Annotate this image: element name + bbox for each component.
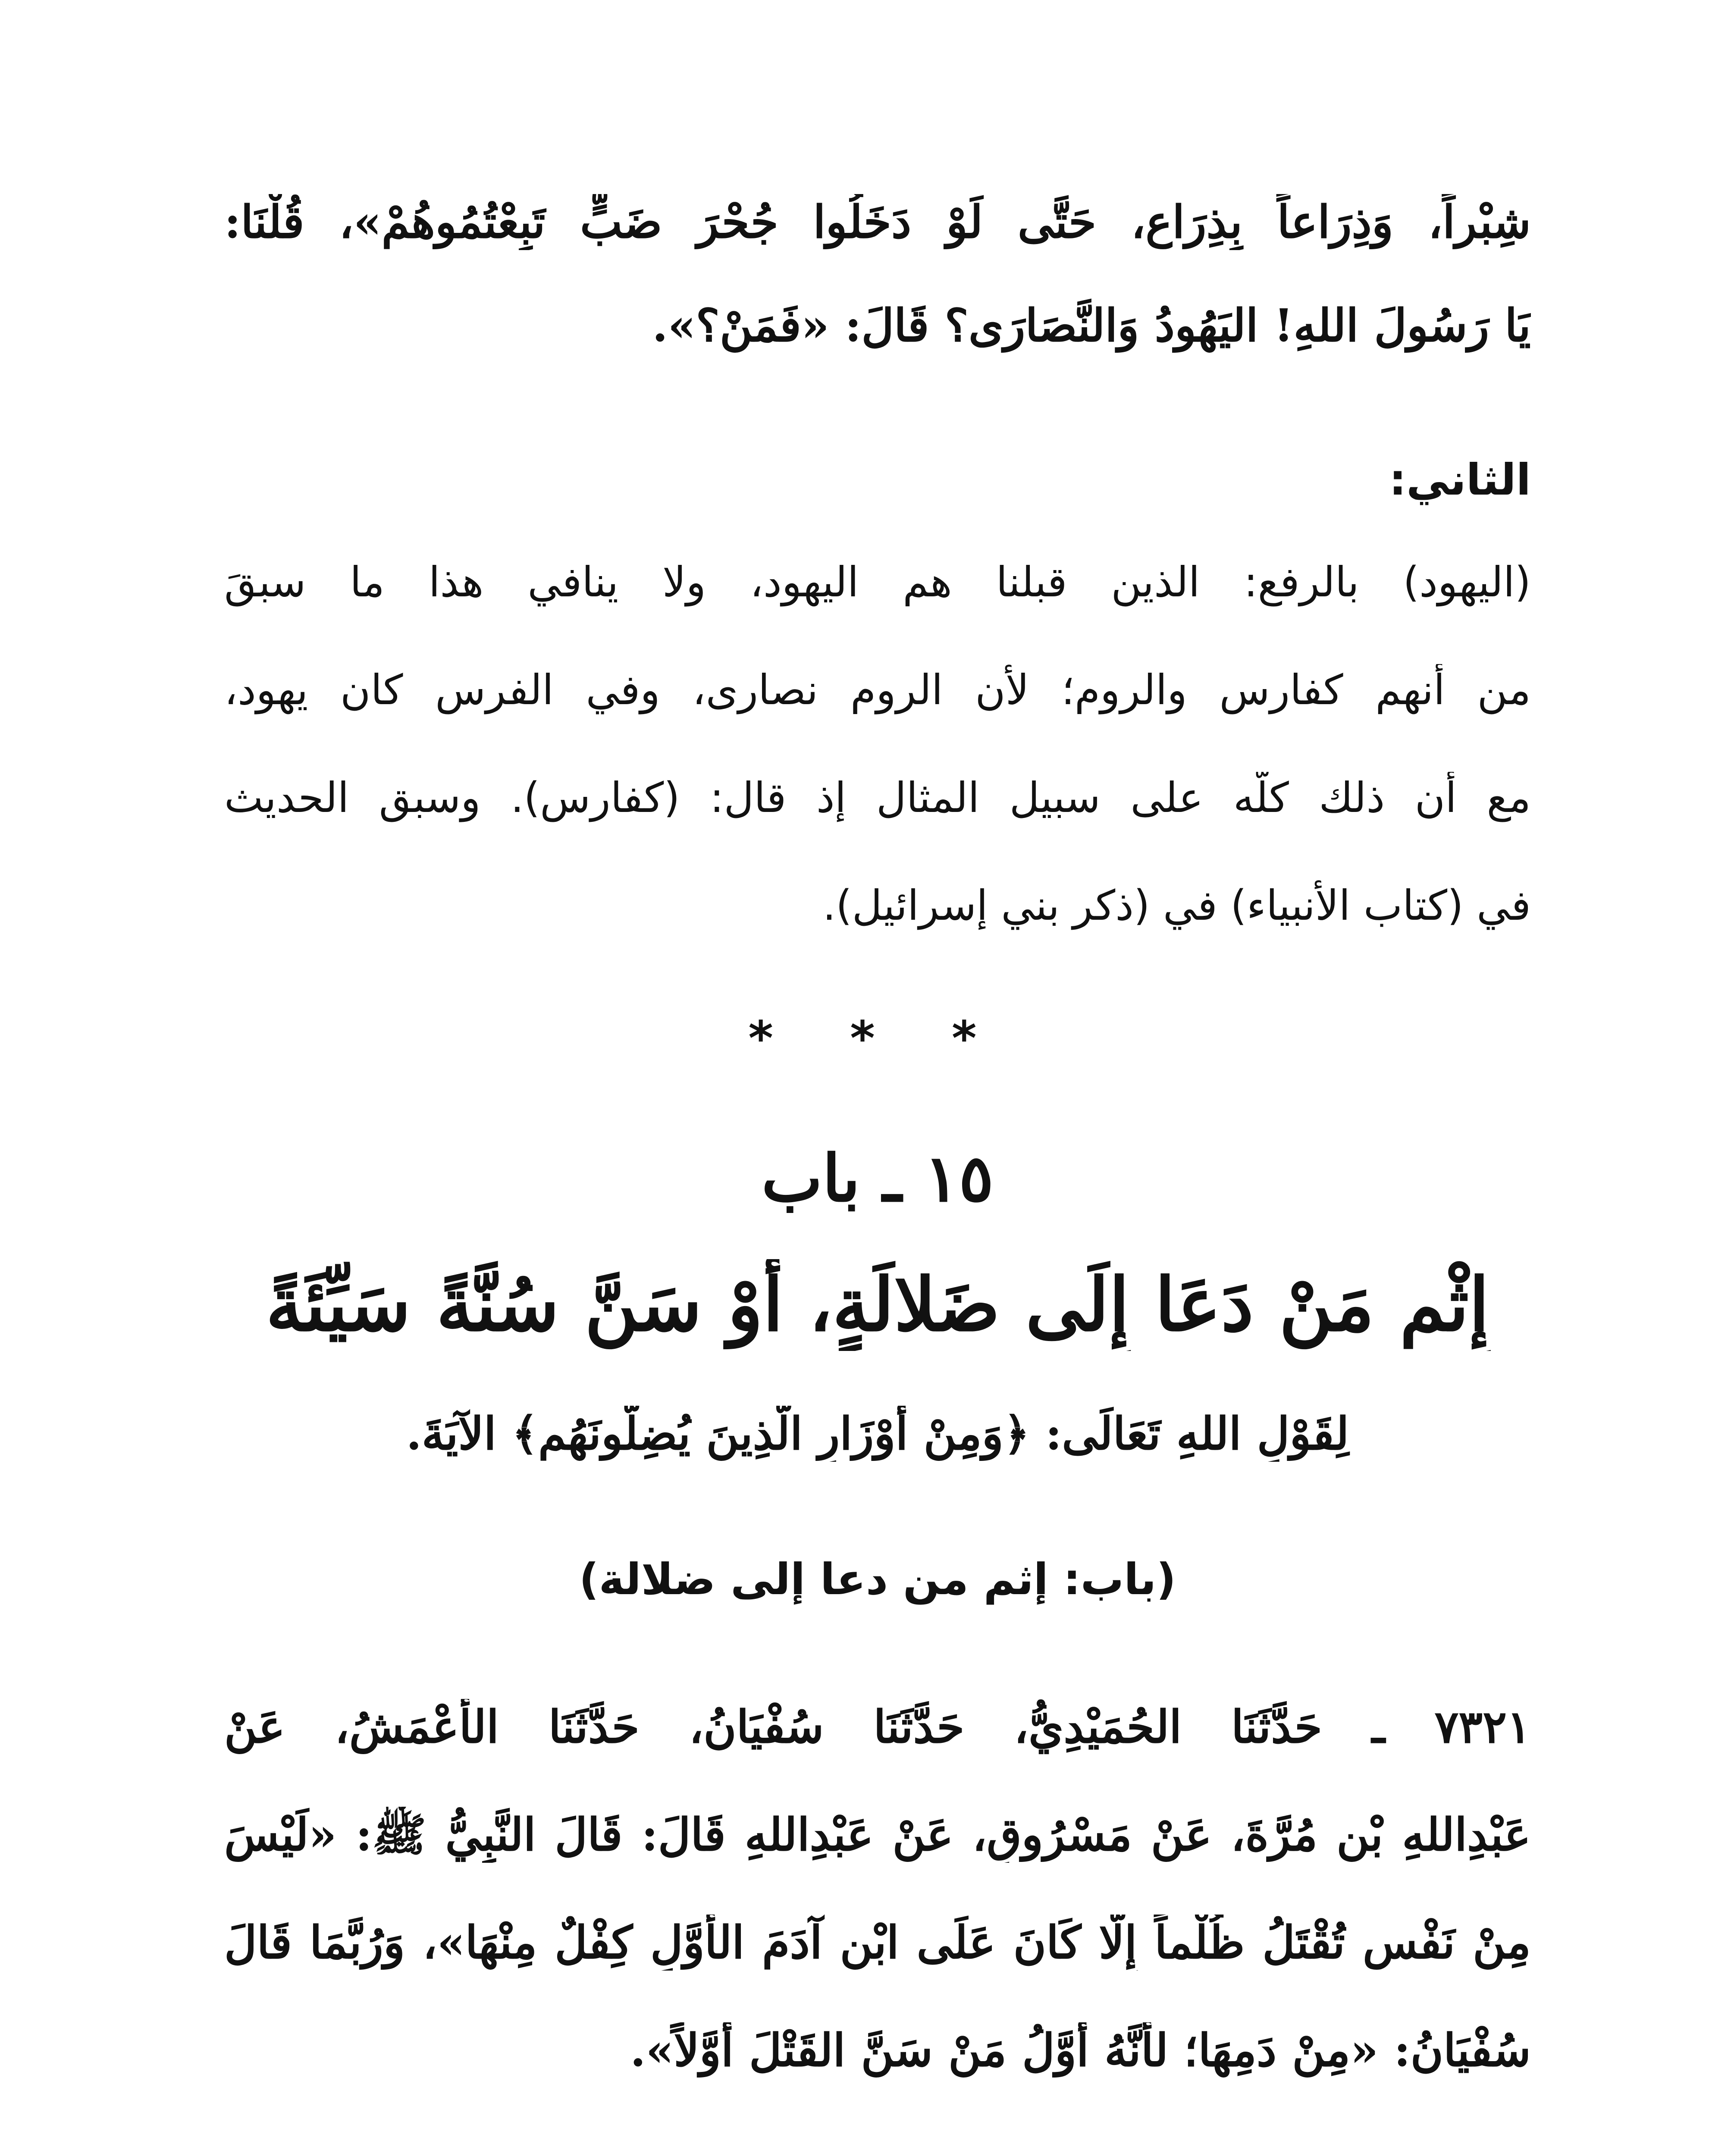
main-hadith-line-2: عَبْدِاللهِ بْنِ مُرَّةَ، عَنْ مَسْرُوقٍ، عَنْ عَبْدِاللهِ قَالَ: قَالَ النَّبِيُّ ﷺ: «لَيْسَ [224,1808,1531,1861]
chapter-verse-line: لِقَوْلِ اللهِ تَعَالَى: ﴿وَمِنْ أَوْزَارِ الَّذِينَ يُضِلُّونَهُم﴾ الآيَةَ. [406,1407,1349,1460]
commentary-line-4: في (كتاب الأنبياء) في (ذكر بني إسرائيل). [822,881,1531,930]
section-separator: * * * [748,1011,1007,1066]
commentary-line-3: مع أن ذلك كلّه على سبيل المثال إذ قال: (كفارس). وسبق الحديث [224,774,1531,822]
chapter-number: ١٥ ـ باب [761,1141,994,1216]
commentary-line-2: من أنهم كفارس والروم؛ لأن الروم نصارى، وفي الفرس كان يهود، [224,666,1531,714]
main-hadith-line-4: سُفْيَانُ: «مِنْ دَمِهَا؛ لأَنَّهُ أَوَّلُ مَنْ سَنَّ القَتْلَ أَوَّلاً». [630,2024,1531,2077]
hadith-continuation-line-2: يَا رَسُولَ اللهِ! اليَهُودُ وَالنَّصَارَى؟ قَالَ: «فَمَنْ؟». [652,299,1531,352]
section-label-second: الثاني: [1389,454,1531,505]
hadith-continuation-line-1: شِبْراً، وَذِرَاعاً بِذِرَاعٍ، حَتَّى لَوْ دَخَلُوا جُحْرَ ضَبٍّ تَبِعْتُمُوهُمْ»، قُلْنَا: [224,195,1531,248]
main-hadith-line-1: ٧٣٢١ ـ حَدَّثَنَا الحُمَيْدِيُّ، حَدَّثَنَا سُفْيَانُ، حَدَّثَنَا الأَعْمَشُ، عَنْ [224,1700,1531,1753]
commentary-line-1: (اليهود) بالرفع: الذين قبلنا هم اليهود، ولا ينافي هذا ما سبقَ [224,558,1531,606]
main-hadith-line-3: مِنْ نَفْسٍ تُقْتَلُ ظُلْماً إِلَّا كَانَ عَلَى ابْنِ آدَمَ الأَوَّلِ كِفْلٌ مِنْهَا»، وَرُبَّمَا قَالَ [224,1916,1531,1969]
chapter-title: إِثْمِ مَنْ دَعَا إِلَى ضَلالَةٍ، أَوْ سَنَّ سُنَّةً سَيِّئَةً [266,1262,1489,1348]
chapter-sub-title: (باب: إثم من دعا إلى ضلالة) [579,1554,1176,1604]
